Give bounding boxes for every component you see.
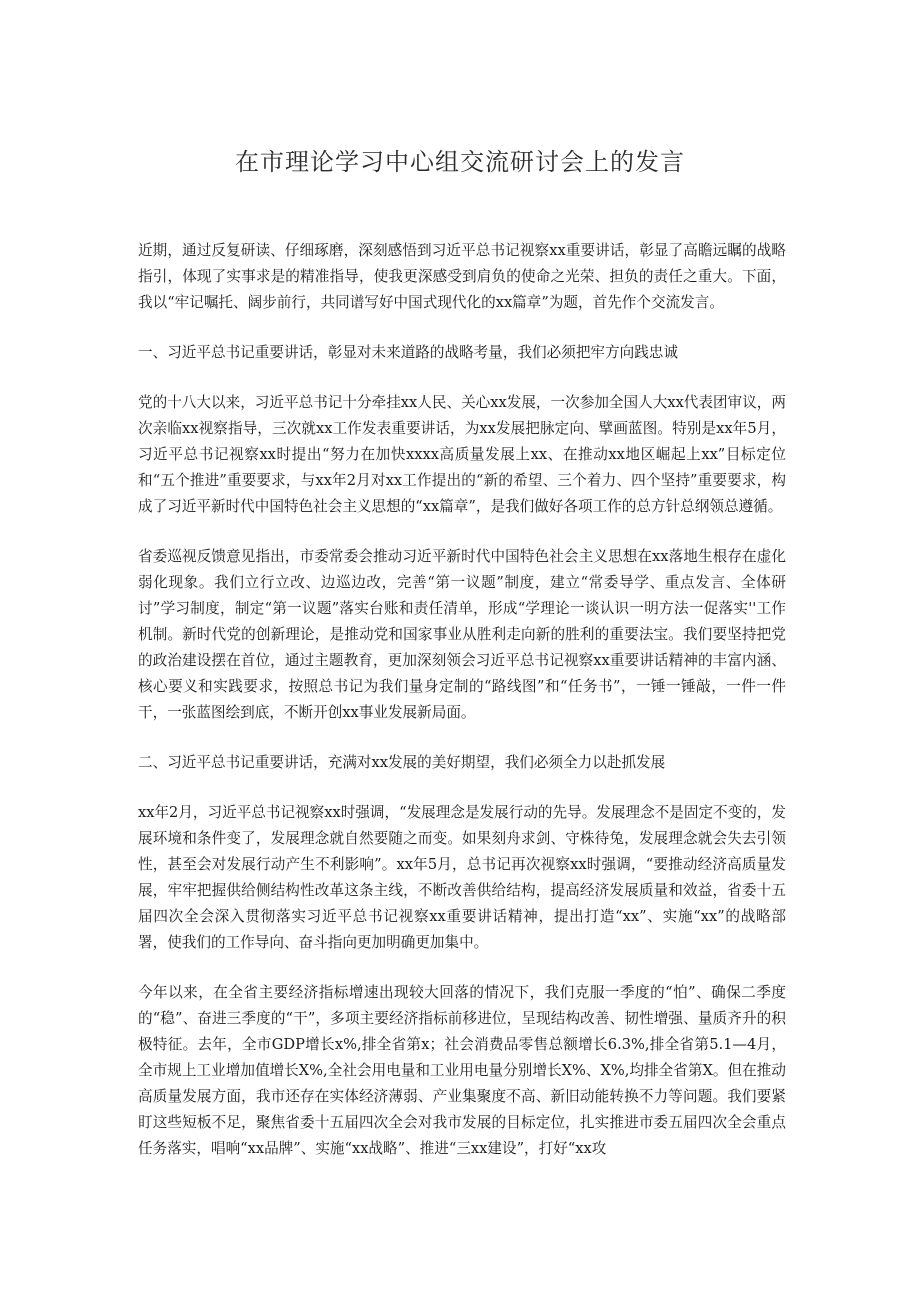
paragraph-section1-a: 党的十八大以来，习近平总书记十分牵挂xx人民、关心xx发展，一次参加全国人大xx代表团审议，两次亲临xx视察指导，三次就xx工作发表重要讲话，为xx发展把脉定向、擘画蓝图。特别是xx年5月，习近平总书记视察xx时提出“努力在加快xxxx高质量发展上xx、在推动xx地区崛起上xx”目标定位和“五个推进”重要要求，与xx年2月对xx工作提出的“新的希望、三个着力、四个坚持”重要要求，构成了习近平新时代中国特色社会主义思想的“xx篇章”，是我们做好各项工作的总方针总纲领总遵循。 <box>138 394 786 515</box>
paragraph-section2-b: 今年以来，在全省主要经济指标增速出现较大回落的情况下，我们克服一季度的“怕”、确保二季度的“稳”、奋进三季度的“干”，多项主要经济指标前移进位，呈现结构改善、韧性增强、量质齐升的积极特征。去年，全市GDP增长x%,排全省第x；社会消费品零售总额增长6.3%,排全省第5.1—4月，全市规上工业增加值增长X%,全社会用电量和工业用电量分别增长X%、X%,均排全省第X。但在推动高质量发展方面，我市还存在实体经济薄弱、产业集聚度不高、新旧动能转换不力等问题。我们要紧盯这些短板不足，聚焦省委十五届四次全会对我市发展的目标定位，扎实推进市委五届四次全会重点任务落实，唱响“xx品牌”、实施“xx战略”、推进“三xx建设”，打好“xx攻 <box>138 984 786 1157</box>
section-heading-1: 一、习近平总书记重要讲话，彰显对未来道路的战略考量，我们必须把牢方向践忠诚 <box>138 344 678 361</box>
document-body <box>138 238 786 1186</box>
section-heading-2: 二、习近平总书记重要讲话，充满对xx发展的美好期望，我们必须全力以赴抓发展 <box>138 754 666 771</box>
document-title: 在市理论学习中心组交流研讨会上的发言 <box>235 148 685 176</box>
paragraph-intro: 近期，通过反复研读、仔细琢磨，深刻感悟到习近平总书记视察xx重要讲话，彰显了高瞻远瞩的战略指引，体现了实事求是的精准指导，使我更深感受到肩负的使命之光荣、担负的责任之重大。下面，我以“牢记嘱托、阔步前行，共同谱写好中国式现代化的xx篇章”为题，首先作个交流发言。 <box>138 242 786 311</box>
paragraph-section1-b: 省委巡视反馈意见指出，市委常委会推动习近平新时代中国特色社会主义思想在xx落地生根存在虚化弱化现象。我们立行立改、边巡边改，完善“第一议题”制度，建立“常委导学、重点发言、全体研讨”学习制度，制定“第一议题”落实台账和责任清单，形成“学理论一谈认识一明方法一促落实''工作机制。新时代党的创新理论，是推动党和国家事业从胜利走向新的胜利的重要法宝。我们要坚持把党的政治建设摆在首位，通过主题教育，更加深刻领会习近平总书记视察xx重要讲话精神的丰富内涵、核心要义和实践要求，按照总书记为我们量身定制的“路线图”和“任务书”，一锤一锤敲，一件一件干，一张蓝图绘到底，不断开创xx事业发展新局面。 <box>138 548 786 721</box>
paragraph-section2-a: xx年2月，习近平总书记视察xx时强调，“发展理念是发展行动的先导。发展理念不是固定不变的，发展环境和条件变了，发展理念就自然要随之而变。如果刻舟求剑、守株待兔，发展理念就会失去引领性，甚至会对发展行动产生不利影响”。xx年5月，总书记再次视察xx时强调，“要推动经济高质量发展，牢牢把握供给侧结构性改革这条主线，不断改善供给结构，提高经济发展质量和效益，省委十五届四次全会深入贯彻落实习近平总书记视察xx重要讲话精神，提出打造“xx”、实施“xx”的战略部署，使我们的工作导向、奋斗指向更加明确更加集中。 <box>138 804 787 951</box>
